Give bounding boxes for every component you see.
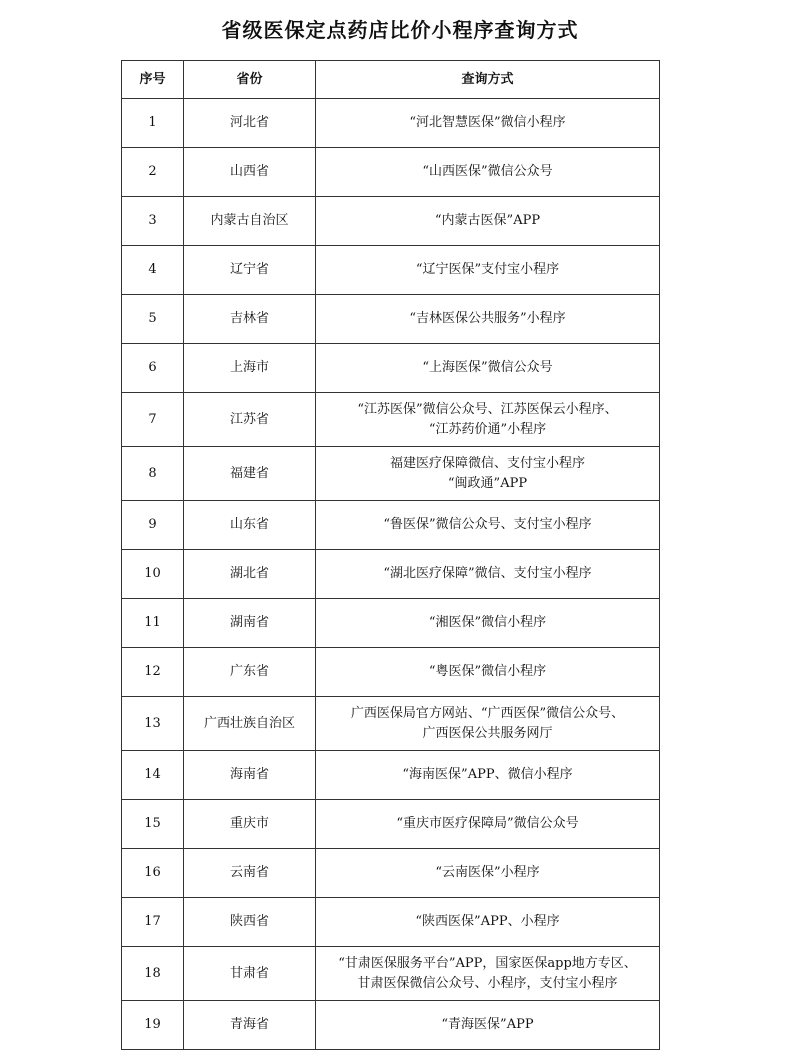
cell-number: 8 [122,447,184,501]
cell-method [316,501,660,550]
method-line: “上海医保”微信公众号 [422,360,553,375]
method-line: “青海医保”APP [441,1017,534,1032]
cell-number: 17 [122,898,184,947]
cell-number: 9 [122,501,184,550]
table-row [122,849,660,898]
cell-method [316,344,660,393]
cell-number: 3 [122,197,184,246]
table-row [122,697,660,751]
table-row [122,447,660,501]
cell-province: 福建省 [184,447,316,501]
method-line: “闽政通”APP [447,475,528,491]
method-line: “河北智慧医保”微信小程序 [409,115,566,130]
method-line: “海南医保”APP、微信小程序 [402,767,573,782]
cell-province: 青海省 [184,1001,316,1050]
method-line: 广西医保局官方网站、“广西医保”微信公众号、 [350,705,625,721]
table-row [122,947,660,1001]
header-province: 省份 [184,61,316,99]
table-row [122,898,660,947]
cell-province: 云南省 [184,849,316,898]
cell-method [316,898,660,947]
cell-method [316,599,660,648]
table-row [122,648,660,697]
cell-method [316,550,660,599]
header-number: 序号 [122,61,184,99]
cell-number: 10 [122,550,184,599]
method-line: “重庆市医疗保障局”微信公众号 [396,816,579,831]
page-title: 省级医保定点药店比价小程序查询方式 [221,18,579,42]
table-row [122,501,660,550]
table-row [122,148,660,197]
method-line: “内蒙古医保”APP [434,213,541,228]
table-row [122,295,660,344]
cell-province: 广西壮族自治区 [184,697,316,751]
method-line: “山西医保”微信公众号 [422,164,553,179]
cell-province: 山西省 [184,148,316,197]
cell-method [316,197,660,246]
query-methods-table [121,60,660,1050]
table-body [122,99,660,1050]
table-row [122,99,660,148]
table-row [122,599,660,648]
method-line: “鲁医保”微信公众号、支付宝小程序 [383,517,592,532]
cell-method [316,1001,660,1050]
table-row [122,393,660,447]
table-row [122,800,660,849]
cell-method [316,947,660,1001]
cell-number: 11 [122,599,184,648]
cell-number: 4 [122,246,184,295]
cell-number: 18 [122,947,184,1001]
method-line: “甘肃医保服务平台”APP，国家医保app地方专区、 [338,955,637,971]
method-line: “吉林医保公共服务”小程序 [409,311,566,326]
cell-province: 广东省 [184,648,316,697]
cell-method [316,849,660,898]
cell-number: 16 [122,849,184,898]
cell-number: 19 [122,1001,184,1050]
method-line: 广西医保公共服务网厅 [422,725,553,741]
cell-province: 海南省 [184,751,316,800]
header-method: 查询方式 [316,61,660,99]
cell-province: 山东省 [184,501,316,550]
cell-province: 甘肃省 [184,947,316,1001]
method-line: 甘肃医保微信公众号、小程序，支付宝小程序 [357,975,618,991]
table-header-row [122,61,660,99]
cell-method [316,148,660,197]
table-row [122,197,660,246]
cell-number: 5 [122,295,184,344]
table-row [122,1001,660,1050]
cell-method [316,800,660,849]
cell-province: 河北省 [184,99,316,148]
cell-number: 6 [122,344,184,393]
method-line: “辽宁医保”支付宝小程序 [415,262,560,277]
cell-province: 上海市 [184,344,316,393]
method-line: “江苏医保”微信公众号、江苏医保云小程序、 [357,401,618,417]
table-row [122,751,660,800]
cell-province: 内蒙古自治区 [184,197,316,246]
cell-number: 1 [122,99,184,148]
cell-method [316,393,660,447]
cell-number: 12 [122,648,184,697]
cell-province: 湖北省 [184,550,316,599]
cell-province: 重庆市 [184,800,316,849]
cell-method [316,447,660,501]
method-line: “粤医保”微信小程序 [428,664,547,679]
cell-province: 辽宁省 [184,246,316,295]
cell-province: 吉林省 [184,295,316,344]
cell-method [316,697,660,751]
cell-method [316,295,660,344]
cell-number: 2 [122,148,184,197]
cell-province: 陕西省 [184,898,316,947]
table-row [122,550,660,599]
cell-number: 15 [122,800,184,849]
cell-number: 13 [122,697,184,751]
table-row [122,344,660,393]
cell-method [316,99,660,148]
method-line: “湖北医疗保障”微信、支付宝小程序 [383,566,592,581]
method-line: “江苏药价通”小程序 [428,421,547,437]
cell-method [316,648,660,697]
cell-province: 湖南省 [184,599,316,648]
method-line: “湘医保”微信小程序 [428,615,547,630]
table-row [122,246,660,295]
cell-method [316,751,660,800]
method-line: 福建医疗保障微信、支付宝小程序 [389,455,585,471]
method-line: “陕西医保”APP、小程序 [415,914,560,929]
cell-method [316,246,660,295]
cell-province: 江苏省 [184,393,316,447]
cell-number: 14 [122,751,184,800]
method-line: “云南医保”小程序 [435,865,540,880]
cell-number: 7 [122,393,184,447]
